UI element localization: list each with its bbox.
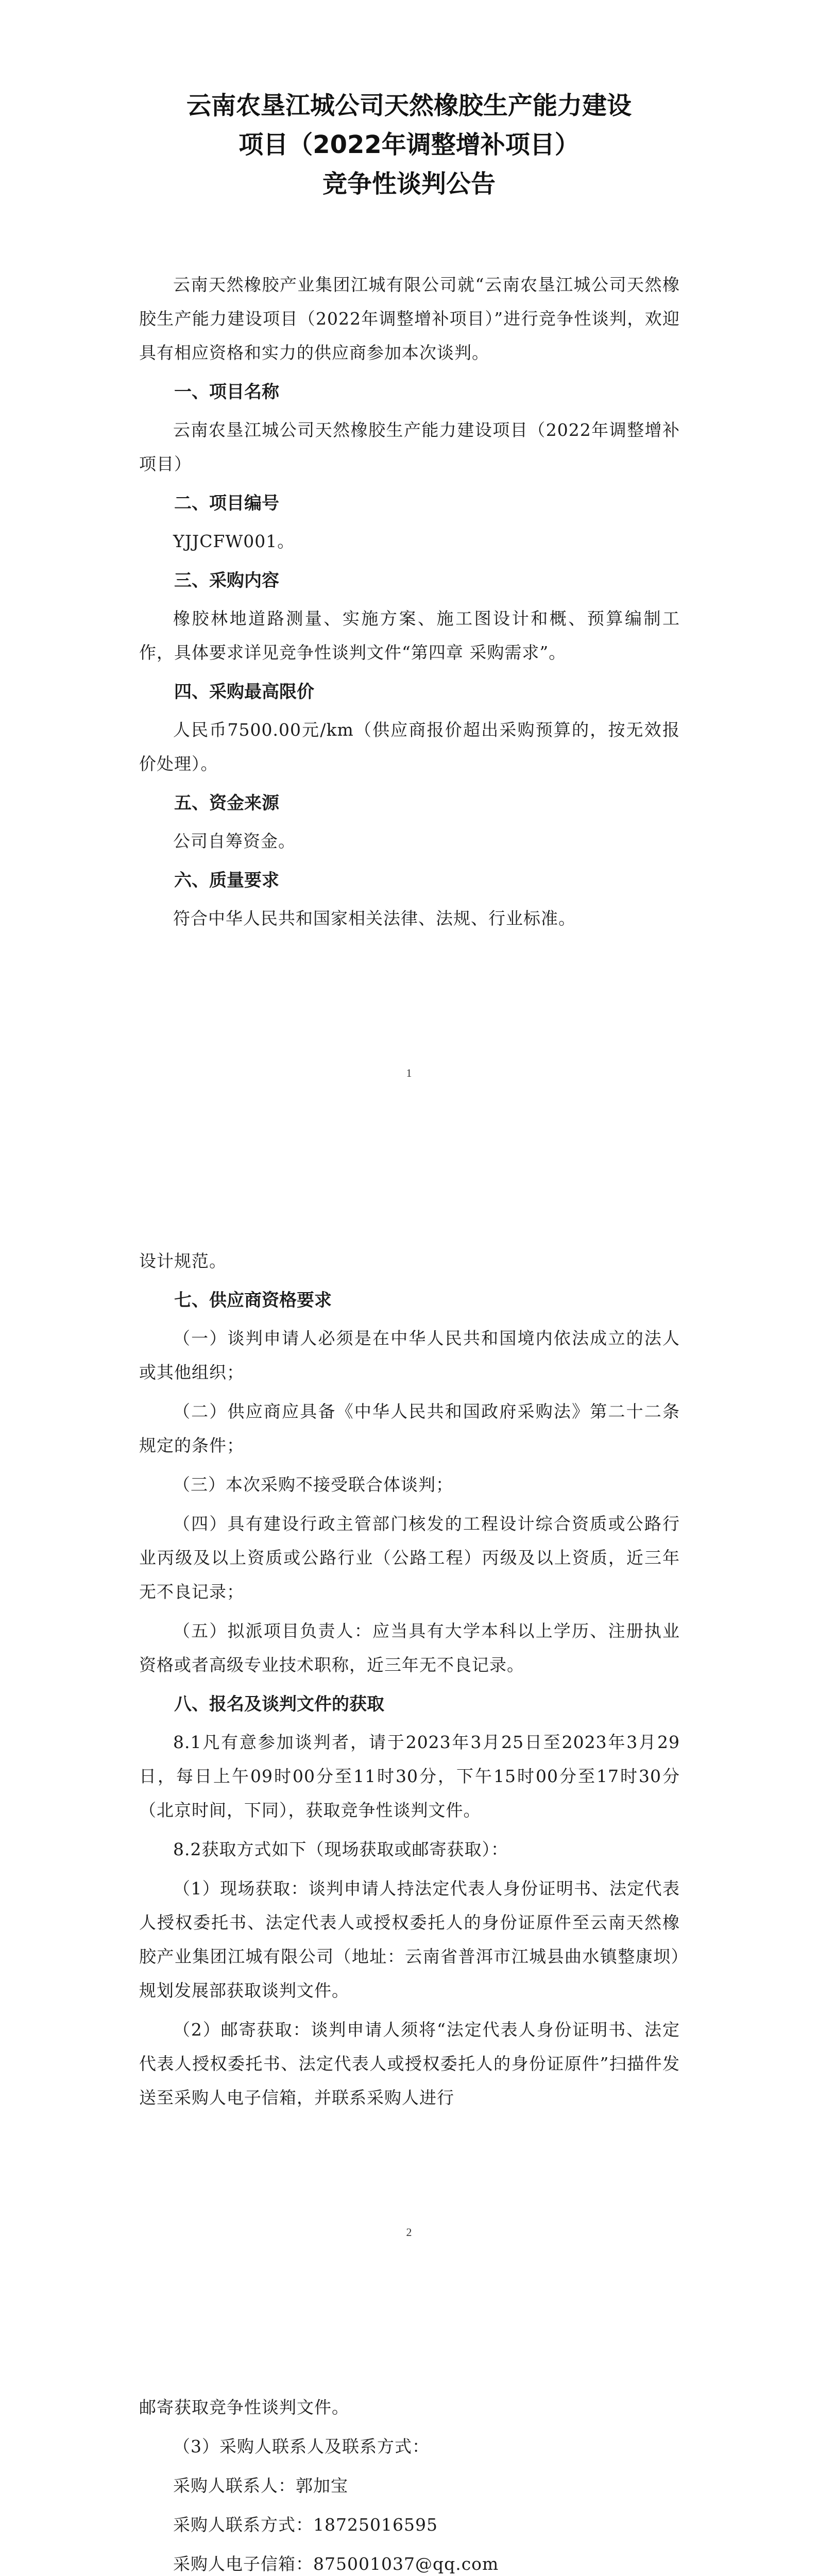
qualification-item: （四）具有建设行政主管部门核发的工程设计综合资质或公路行业丙级及以上资质或公路行业（公路工程）丙级及以上资质，近三年无不良记录； bbox=[139, 1514, 680, 1602]
section-1-heading: 一、项目名称 bbox=[174, 382, 279, 402]
document-title-line-2: 项目（2022年调整增补项目） bbox=[238, 130, 580, 159]
qualification-item: （二）供应商应具备《中华人民共和国政府采购法》第二十二条规定的条件； bbox=[139, 1401, 680, 1455]
page-number: 2 bbox=[406, 2226, 412, 2239]
page-1-body bbox=[139, 268, 680, 941]
qualification-item: （五）拟派项目负责人：应当具有大学本科以上学历、注册执业资格或者高级专业技术职称，近三年无不良记录。 bbox=[139, 1621, 680, 1675]
contact-person: 采购人联系人：郭加宝 bbox=[173, 2476, 348, 2496]
continued-text: 邮寄获取竞争性谈判文件。 bbox=[139, 2397, 349, 2417]
section-5-heading: 五、资金来源 bbox=[174, 793, 279, 814]
qualification-item: （一）谈判申请人必须是在中华人民共和国境内依法成立的法人或其他组织； bbox=[139, 1328, 680, 1382]
section-8-paragraph: 8.2获取方式如下（现场获取或邮寄获取）： bbox=[173, 1839, 508, 1859]
section-5-body: 公司自筹资金。 bbox=[173, 831, 296, 851]
section-1-body: 云南农垦江城公司天然橡胶生产能力建设项目（2022年调整增补项目） bbox=[139, 420, 680, 474]
contact-heading: （3）采购人联系人及联系方式： bbox=[173, 2436, 430, 2456]
page-2 bbox=[0, 1157, 818, 2313]
contact-phone: 采购人联系方式：18725016595 bbox=[173, 2515, 438, 2535]
section-8-paragraph: 8.1凡有意参加谈判者，请于2023年3月25日至2023年3月29日，每日上午09时00分至11时30分，下午15时00分至17时30分（北京时间，下同），获取竞争性谈判文件。 bbox=[139, 1732, 680, 1820]
page-3 bbox=[0, 2313, 818, 2576]
section-3-body: 橡胶林地道路测量、实施方案、施工图设计和概、预算编制工作，具体要求详见竞争性谈判文件“第四章 采购需求”。 bbox=[139, 608, 680, 663]
section-8-paragraph: （2）邮寄获取：谈判申请人须将“法定代表人身份证明书、法定代表人授权委托书、法定代表人或授权委托人的身份证原件”扫描件发送至采购人电子信箱，并联系采购人进行 bbox=[139, 2020, 680, 2108]
section-4-body: 人民币7500.00元/km（供应商报价超出采购预算的，按无效报价处理）。 bbox=[139, 720, 680, 774]
intro-paragraph: 云南天然橡胶产业集团江城有限公司就“云南农垦江城公司天然橡胶生产能力建设项目（2022年调整增补项目）”进行竞争性谈判，欢迎具有相应资格和实力的供应商参加本次谈判。 bbox=[139, 275, 680, 363]
document-title-line-1: 云南农垦江城公司天然橡胶生产能力建设 bbox=[186, 91, 632, 120]
section-6-heading: 六、质量要求 bbox=[174, 870, 279, 891]
page-3-body bbox=[139, 2391, 680, 2576]
document-subtitle: 竞争性谈判公告 bbox=[322, 170, 496, 198]
section-3-heading: 三、采购内容 bbox=[174, 570, 279, 591]
continued-text: 设计规范。 bbox=[139, 1251, 227, 1271]
qualification-item: （三）本次采购不接受联合体谈判； bbox=[173, 1475, 453, 1495]
page-2-body bbox=[139, 1244, 680, 2120]
page-1 bbox=[0, 0, 818, 1154]
page-number: 1 bbox=[406, 1066, 412, 1079]
section-4-heading: 四、采购最高限价 bbox=[174, 682, 314, 702]
section-2-body: YJJCFW001。 bbox=[173, 531, 295, 551]
contact-email: 采购人电子信箱：875001037@qq.com bbox=[173, 2554, 499, 2574]
section-8-heading: 八、报名及谈判文件的获取 bbox=[174, 1694, 384, 1715]
section-7-heading: 七、供应商资格要求 bbox=[174, 1290, 332, 1311]
section-6-body: 符合中华人民共和国家相关法律、法规、行业标准。 bbox=[173, 908, 576, 928]
section-2-heading: 二、项目编号 bbox=[174, 493, 279, 514]
section-8-paragraph: （1）现场获取：谈判申请人持法定代表人身份证明书、法定代表人授权委托书、法定代表人或授权委托人的身份证原件至云南天然橡胶产业集团江城有限公司（地址：云南省普洱市江城县曲水镇整康坝）规划发展部获取谈判文件。 bbox=[139, 1878, 680, 2001]
